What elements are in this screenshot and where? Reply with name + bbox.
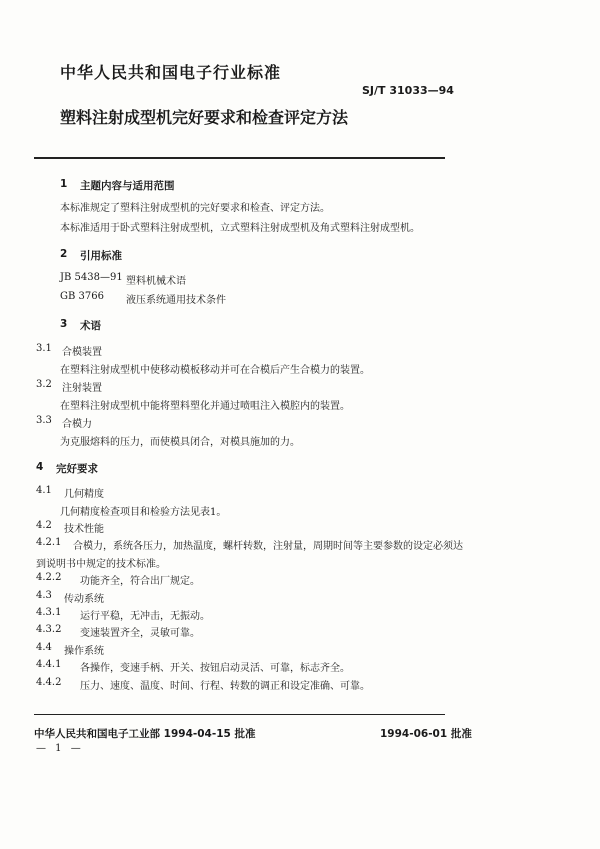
clause-number: 4.2	[36, 520, 52, 531]
section-2-number: 2	[60, 248, 68, 260]
clause-text: 合模力，系统各压力，加热温度，螺杆转数，注射量，周期时间等主要参数的设定必须达	[73, 541, 463, 552]
standard-category-heading: 中华人民共和国电子行业标准	[60, 63, 282, 82]
clause-number: 4.2.2	[36, 572, 62, 583]
clause-number: 4.1	[36, 485, 52, 496]
clause-text-continued: 到说明书中规定的技术标准。	[36, 559, 166, 570]
clause-label: 操作系统	[64, 646, 104, 657]
clause-label: 技术性能	[64, 524, 104, 535]
section-4-heading: 完好要求	[56, 463, 98, 475]
clause-number: 4.3.1	[36, 607, 62, 618]
reference-code: GB 3766	[60, 291, 104, 302]
section-4-number: 4	[36, 461, 44, 473]
section-1-paragraph-2: 本标准适用于卧式塑料注射成型机，立式塑料注射成型机及角式塑料注射成型机。	[60, 223, 420, 234]
section-2-heading: 引用标准	[80, 250, 122, 262]
term-definition: 在塑料注射成型机中能将塑料塑化并通过喷咀注入模腔内的装置。	[60, 401, 350, 412]
reference-name: 液压系统通用技术条件	[126, 295, 226, 306]
term-label: 合模装置	[62, 347, 102, 358]
clause-text: 功能齐全，符合出厂规定。	[80, 576, 200, 587]
clause-number: 4.4.1	[36, 659, 62, 670]
clause-number: 4.4	[36, 642, 52, 653]
term-number: 3.3	[36, 415, 52, 426]
section-3-heading: 术语	[80, 320, 101, 332]
term-number: 3.2	[36, 379, 52, 390]
clause-text: 压力、速度、温度、时间、行程、转数的调正和设定准确、可靠。	[80, 681, 370, 692]
standard-code: SJ/T 31033—94	[362, 84, 454, 97]
clause-label: 几何精度	[64, 489, 104, 500]
document-title: 塑料注射成型机完好要求和检查评定方法	[60, 108, 349, 127]
term-definition: 为克服熔料的压力，而使模具闭合，对模具施加的力。	[60, 437, 300, 448]
page-number: — 1 —	[36, 743, 84, 754]
reference-code: JB 5438—91	[60, 272, 123, 283]
footer-divider	[34, 714, 445, 715]
term-label: 合模力	[62, 419, 92, 430]
section-1-heading: 主题内容与适用范围	[80, 180, 175, 192]
term-definition: 在塑料注射成型机中使移动模板移动并可在合模后产生合模力的装置。	[60, 365, 370, 376]
section-3-number: 3	[60, 318, 68, 330]
clause-number: 4.2.1	[36, 537, 62, 548]
clause-text: 几何精度检查项目和检验方法见表1。	[60, 507, 227, 518]
term-label: 注射装置	[62, 383, 102, 394]
section-1-paragraph-1: 本标准规定了塑料注射成型机的完好要求和检查、评定方法。	[60, 203, 330, 214]
issuer-approval: 中华人民共和国电子工业部 1994-04-15 批准	[34, 728, 256, 740]
effective-date: 1994-06-01 批准	[380, 728, 472, 740]
clause-text: 各操作，变速手柄、开关、按钮启动灵活、可靠，标志齐全。	[80, 663, 350, 674]
clause-text: 运行平稳，无冲击，无振动。	[80, 611, 210, 622]
reference-name: 塑料机械术语	[126, 276, 186, 287]
header-divider	[34, 157, 445, 159]
section-1-number: 1	[60, 178, 68, 190]
clause-text: 变速装置齐全，灵敏可靠。	[80, 628, 200, 639]
clause-number: 4.4.2	[36, 677, 62, 688]
term-number: 3.1	[36, 343, 52, 354]
clause-label: 传动系统	[64, 594, 104, 605]
clause-number: 4.3.2	[36, 624, 62, 635]
clause-number: 4.3	[36, 590, 52, 601]
